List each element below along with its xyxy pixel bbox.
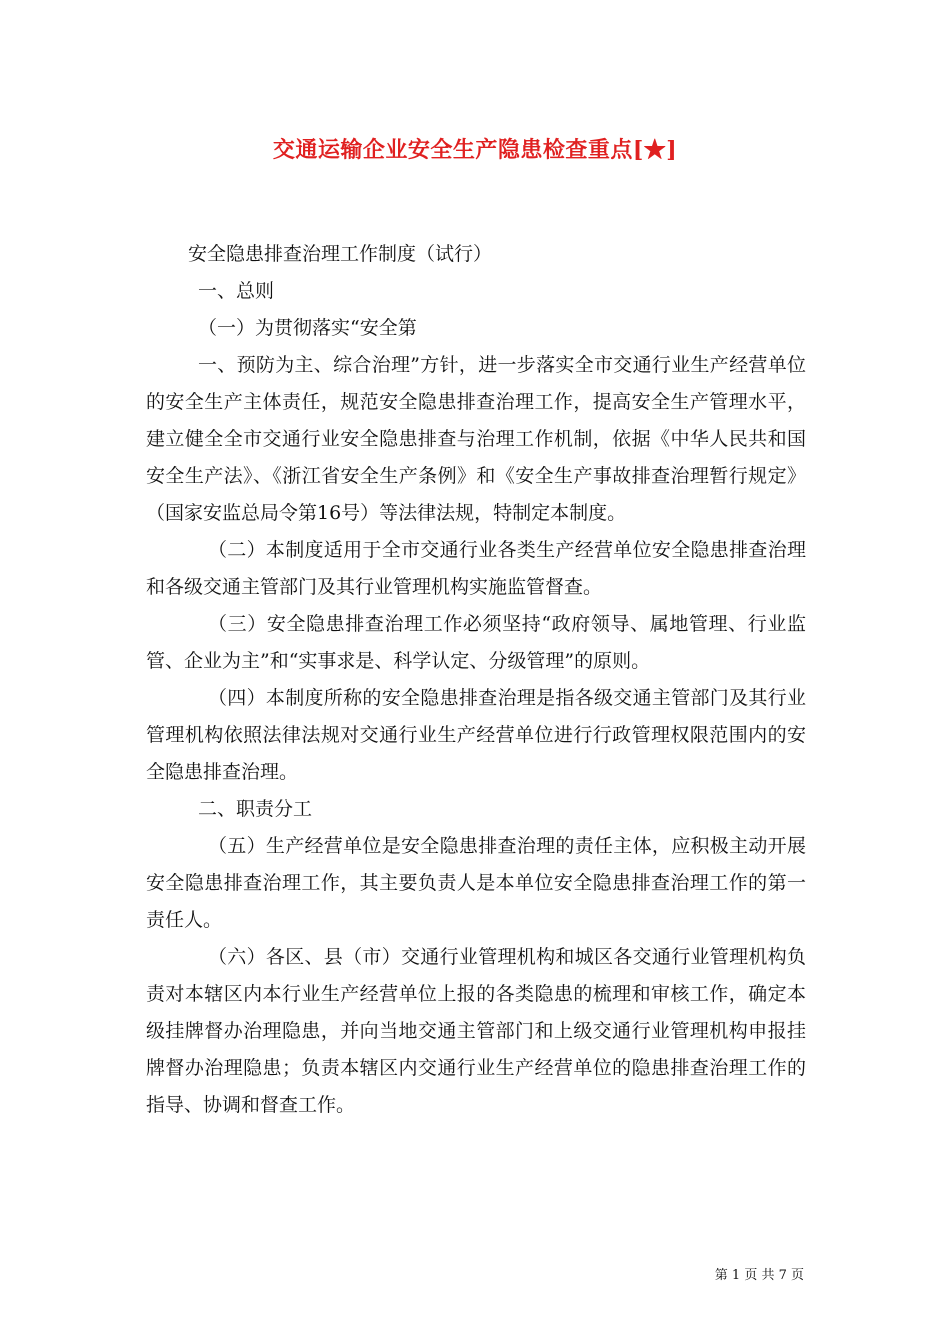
paragraph-6: （六）各区、县（市）交通行业管理机构和城区各交通行业管理机构负责对本辖区内本行业生产经营单位上报的各类隐患的梳理和审核工作，确定本级挂牌督办治理隐患，并向当地交通主管部门和上级交通行业管理机构申报挂牌督办治理隐患；负责本辖区内交通行业生产经营单位的隐患排查治理工作的指导、协调和督查工作。 (146, 946, 806, 1116)
page-number: 第 1 页 共 7 页 (714, 1268, 804, 1283)
paragraph-3: （三）安全隐患排查治理工作必须坚持“政府领导、属地管理、行业监管、企业为主”和“实事求是、科学认定、分级管理”的原则。 (146, 613, 806, 672)
paragraph-subtitle: 安全隐患排查治理工作制度（试行） (188, 243, 493, 265)
paragraph-2: （二）本制度适用于全市交通行业各类生产经营单位安全隐患排查治理和各级交通主管部门及其行业管理机构实施监管督查。 (146, 539, 806, 598)
section-heading-general: 一、总则 (198, 280, 275, 302)
document-body (146, 236, 806, 1124)
document-title: 交通运输企业安全生产隐患检查重点[★] (272, 137, 678, 163)
section-heading-duties: 二、职责分工 (198, 798, 313, 820)
paragraph-5: （五）生产经营单位是安全隐患排查治理的责任主体，应积极主动开展安全隐患排查治理工作，其主要负责人是本单位安全隐患排查治理工作的第一责任人。 (146, 835, 806, 931)
paragraph-1-start: （一）为贯彻落实“安全第 (198, 317, 417, 339)
paragraph-1-cont: 一、预防为主、综合治理”方针，进一步落实全市交通行业生产经营单位的安全生产主体责任，规范安全隐患排查治理工作，提高安全生产管理水平，建立健全全市交通行业安全隐患排查与治理工作机制，依据《中华人民共和国安全生产法》、《浙江省安全生产条例》和《安全生产事故排查治理暂行规定》（国家安监总局令第16号）等法律法规，特制定本制度。 (146, 354, 806, 524)
paragraph-4: （四）本制度所称的安全隐患排查治理是指各级交通主管部门及其行业管理机构依照法律法规对交通行业生产经营单位进行行政管理权限范围内的安全隐患排查治理。 (146, 687, 806, 783)
